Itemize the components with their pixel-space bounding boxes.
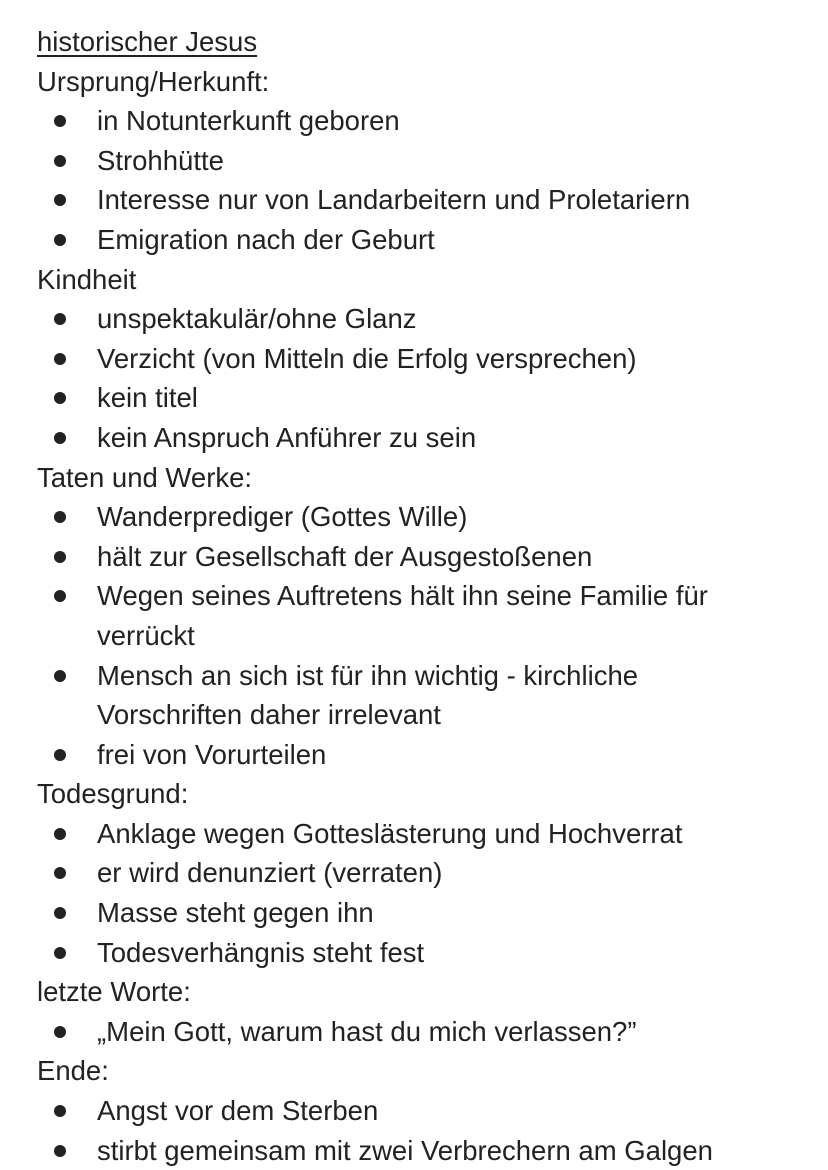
list-item: unspektakulär/ohne Glanz bbox=[37, 299, 737, 339]
bullet-icon bbox=[54, 907, 66, 919]
section-heading-origin: Ursprung/Herkunft: bbox=[37, 65, 270, 97]
section-heading-end: Ende: bbox=[37, 1055, 109, 1087]
bullet-icon bbox=[54, 670, 66, 682]
list-item: Angst vor dem Sterben bbox=[37, 1091, 737, 1131]
section-heading-childhood: Kindheit bbox=[37, 263, 137, 295]
list-item: Wegen seines Auftretens hält ihn seine Familie für verrückt bbox=[37, 576, 737, 655]
list-item: Masse steht gegen ihn bbox=[37, 893, 737, 933]
list-item: Mensch an sich ist für ihn wichtig - kirchliche Vorschriften daher irrelevant bbox=[37, 656, 737, 735]
section-heading-cause-of-death: Todesgrund: bbox=[37, 778, 189, 810]
bullet-icon bbox=[54, 511, 66, 523]
bullet-icon bbox=[54, 115, 66, 127]
bullet-icon bbox=[54, 590, 66, 602]
bullet-icon bbox=[54, 947, 66, 959]
document-title: historischer Jesus bbox=[37, 26, 258, 57]
list-item: „Mein Gott, warum hast du mich verlassen?” bbox=[37, 1012, 737, 1052]
list-item: Anklage wegen Gotteslästerung und Hochverrat bbox=[37, 814, 737, 854]
list-item: Strohhütte bbox=[37, 141, 737, 181]
list-item: Emigration nach der Geburt bbox=[37, 220, 737, 260]
list-deeds bbox=[37, 497, 828, 774]
bullet-icon bbox=[54, 194, 66, 206]
bullet-icon bbox=[54, 313, 66, 325]
bullet-icon bbox=[54, 749, 66, 761]
bullet-icon bbox=[54, 432, 66, 444]
bullet-icon bbox=[54, 353, 66, 365]
list-end bbox=[37, 1091, 828, 1170]
list-childhood bbox=[37, 299, 828, 457]
bullet-icon bbox=[54, 828, 66, 840]
list-item: kein Anspruch Anführer zu sein bbox=[37, 418, 737, 458]
list-item: hält zur Gesellschaft der Ausgestoßenen bbox=[37, 537, 737, 577]
bullet-icon bbox=[54, 1026, 66, 1038]
list-item: Interesse nur von Landarbeitern und Proletariern bbox=[37, 180, 737, 220]
list-cause-of-death bbox=[37, 814, 828, 972]
list-item: frei von Vorurteilen bbox=[37, 735, 737, 775]
bullet-icon bbox=[54, 155, 66, 167]
list-last-words bbox=[37, 1012, 828, 1052]
bullet-icon bbox=[54, 1145, 66, 1157]
bullet-icon bbox=[54, 551, 66, 563]
list-origin bbox=[37, 101, 828, 259]
section-heading-deeds: Taten und Werke: bbox=[37, 461, 253, 493]
list-item: stirbt gemeinsam mit zwei Verbrechern am Galgen bbox=[37, 1131, 737, 1170]
list-item: kein titel bbox=[37, 378, 737, 418]
bullet-icon bbox=[54, 234, 66, 246]
list-item: Verzicht (von Mitteln die Erfolg versprechen) bbox=[37, 339, 737, 379]
list-item: er wird denunziert (verraten) bbox=[37, 853, 737, 893]
section-heading-last-words: letzte Worte: bbox=[37, 976, 191, 1008]
bullet-icon bbox=[54, 1105, 66, 1117]
bullet-icon bbox=[54, 867, 66, 879]
list-item: in Notunterkunft geboren bbox=[37, 101, 737, 141]
list-item: Wanderprediger (Gottes Wille) bbox=[37, 497, 737, 537]
bullet-icon bbox=[54, 392, 66, 404]
list-item: Todesverhängnis steht fest bbox=[37, 933, 737, 973]
